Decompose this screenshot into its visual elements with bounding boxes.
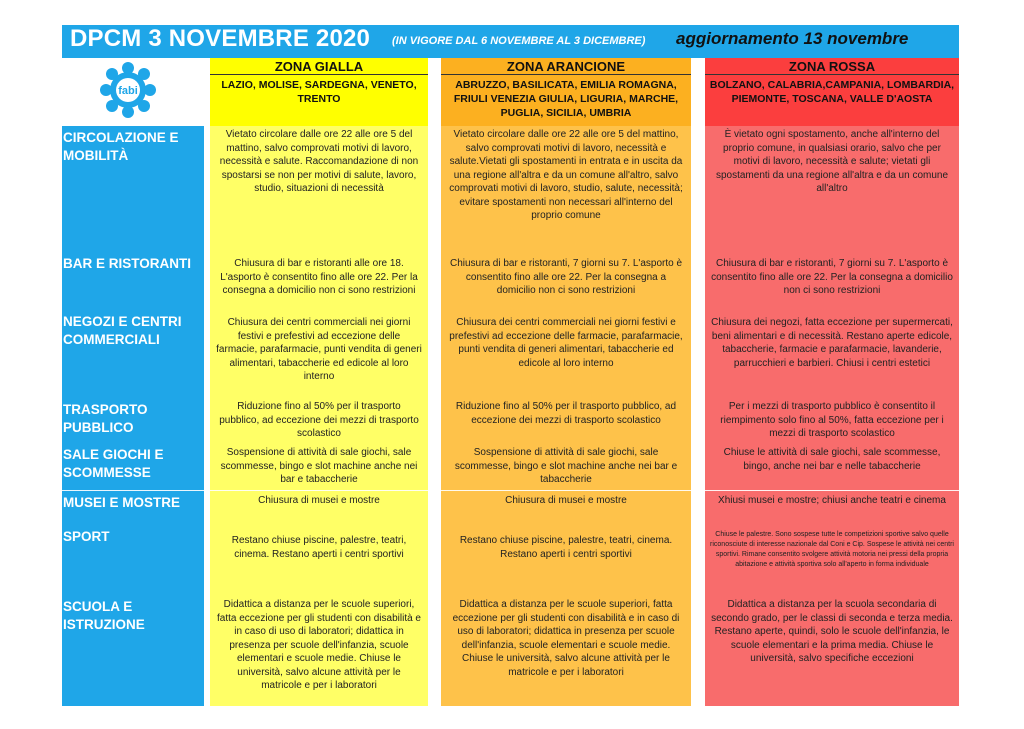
category-scuola: SCUOLA E ISTRUZIONE — [62, 593, 204, 706]
zone-arancione-header — [441, 58, 691, 126]
category-circolazione: CIRCOLAZIONE E MOBILITÀ — [62, 126, 204, 252]
cell-musei-rossa: Xhiusi musei e mostre; chiusi anche teatri e cinema — [718, 495, 946, 506]
zone-gialla-regions: LAZIO, MOLISE, SARDEGNA, VENETO, TRENTO — [221, 79, 417, 105]
zone-arancione-name: ZONA ARANCIONE — [441, 58, 691, 75]
cell-sport-rossa: Chiuse le palestre. Sono sospese tutte le competizioni sportive salvo quelle riconosciute di interesse nazionale dal Coni e Cip. Sospese le attività nei centri sportivi. Rimane consentito svolgere attività motoria nei pressi della propria abitazione e attività sportiva solo all'aperto in forma individuale — [710, 531, 954, 568]
row-separator — [62, 490, 959, 491]
category-negozi: NEGOZI E CENTRI COMMERCIALI — [62, 310, 204, 398]
category-musei: MUSEI E MOSTRE — [62, 491, 204, 525]
cell-trasporto-rossa: Per i mezzi di trasporto pubblico è consentito il riempimento solo fino al 50%, fatta eccezione per i mezzi di trasporto scolastico — [720, 401, 944, 439]
zone-rossa-name: ZONA ROSSA — [705, 58, 959, 75]
cell-giochi-gialla: Sospensione di attività di sale giochi, sale scommesse, bingo e slot machine anche nei bar e tabaccherie — [220, 447, 418, 485]
logo-text: fabi — [118, 85, 138, 97]
cell-circolazione-arancione: Vietato circolare dalle ore 22 alle ore 5 del mattino, salvo comprovati motivi di lavoro, necessità e salute.Vietati gli spostamenti in entrata e in uscita da una regione all'altra e da un comune all'altro, salvo comprovati motivi di lavoro, studio, salute, necessità; evitare spostamenti non necessari all'interno del proprio comune — [449, 129, 683, 221]
cell-scuola-rossa: Didattica a distanza per la scuola secondaria di secondo grado, per le classi di seconda e terza media. Restano aperte, quindi, solo le scuole dell'infanzia, le scuole elementari e la prima media. Chiuse le università, salvo specifiche eccezioni — [711, 599, 953, 664]
zone-gialla-header — [210, 58, 428, 126]
cell-musei-gialla: Chiusura di musei e mostre — [258, 495, 380, 506]
cell-sport-gialla: Restano chiuse piscine, palestre, teatri, cinema. Restano aperti i centri sportivi — [231, 535, 407, 560]
cell-scuola-arancione: Didattica a distanza per le scuole superiori, fatta eccezione per gli studenti con disabilità e in caso di uso di laboratori; didattica in presenza per scuole dell'infanzia, scuole elementari e scuole medie. Chiuse le università, salvo alcune attività per le matricole e per i laboratori — [452, 599, 680, 678]
cell-circolazione-rossa: È vietato ogni spostamento, anche all'interno del proprio comune, in qualsiasi orario, salvo che per motivi di lavoro, necessità e salute; vietati gli spostamenti da una regione all'altra e da un comune all'altro — [715, 129, 949, 194]
cell-musei-arancione: Chiusura di musei e mostre — [505, 495, 627, 506]
cell-scuola-gialla: Didattica a distanza per le scuole superiori, fatta eccezione per gli studenti con disabilità e in caso di uso di laboratori; didattica in presenza per scuole dell'infanzia, scuole elementari e scuole medie. Chiuse le università, salvo alcune attività per le matricole e per i laboratori — [216, 599, 421, 691]
validity-period: (IN VIGORE DAL 6 NOVEMBRE AL 3 DICEMBRE) — [392, 35, 646, 47]
cell-negozi-arancione: Chiusura dei centri commerciali nei giorni festivi e prefestivi ad eccezione delle farmacie, parafarmacie, punti vendita di generi alimentari, tabaccherie ed edicole al loro interno — [449, 317, 683, 369]
fabi-logo — [88, 60, 168, 120]
zone-rossa-regions: BOLZANO, CALABRIA,CAMPANIA, LOMBARDIA, PIEMONTE, TOSCANA, VALLE D'AOSTA — [709, 79, 955, 105]
cell-trasporto-gialla: Riduzione fino al 50% per il trasporto pubblico, ad eccezione dei mezzi di trasporto scolastico — [219, 401, 419, 439]
cell-bar-gialla: Chiusura di bar e ristoranti alle ore 18. L'asporto è consentito fino alle ore 22. Per la consegna a domicilio non ci sono restrizioni — [220, 258, 418, 296]
cell-bar-rossa: Chiusura di bar e ristoranti, 7 giorni su 7. L'asporto è consentito fino alle ore 22. Per la consegna a domicilio non ci sono restrizioni — [711, 258, 953, 296]
cell-trasporto-arancione: Riduzione fino al 50% per il trasporto pubblico, ad eccezione dei mezzi di trasporto scolastico — [455, 401, 677, 426]
page-title: DPCM 3 NOVEMBRE 2020 — [70, 25, 371, 52]
cell-giochi-rossa: Chiuse le attività di sale giochi, sale scommesse, bingo, anche nei bar e nelle tabaccherie — [723, 447, 941, 472]
cell-sport-arancione: Restano chiuse piscine, palestre, teatri, cinema. Restano aperti i centri sportivi — [459, 535, 673, 560]
cell-circolazione-gialla: Vietato circolare dalle ore 22 alle ore 5 del mattino, salvo comprovati motivi di lavoro, necessità e salute. Raccomandazione di non spostarsi se non per motivi di salute, lavoro, studio, situazioni di necessità — [219, 129, 419, 194]
title-banner — [62, 25, 959, 58]
cell-negozi-gialla: Chiusura dei centri commerciali nei giorni festivi e prefestivi ad eccezione delle farmacie, parafarmacie, punti vendita di generi alimentari, tabaccherie ed edicole al loro interno — [216, 317, 422, 382]
category-sport: SPORT — [62, 525, 204, 593]
zone-gialla-name: ZONA GIALLA — [210, 58, 428, 75]
cell-bar-arancione: Chiusura di bar e ristoranti, 7 giorni su 7. L'asporto è consentito fino alle ore 22. Per la consegna a domicilio non ci sono restrizioni — [449, 258, 683, 296]
category-trasporto: TRASPORTO PUBBLICO — [62, 398, 204, 443]
update-note: aggiornamento 13 novembre — [676, 29, 909, 48]
cell-negozi-rossa: Chiusura dei negozi, fatta eccezione per supermercati, beni alimentari e di necessità. Restano aperte edicole, tabaccherie, farmacie e parafarmacie, lavanderie, parrucchieri e barbieri. Chiusi i centri estetici — [711, 317, 953, 369]
category-sale-giochi: SALE GIOCHI E SCOMMESSE — [62, 443, 204, 491]
cell-giochi-arancione: Sospensione di attività di sale giochi, sale scommesse, bingo e slot machine anche nei bar e tabaccherie — [454, 447, 678, 485]
zone-rossa-header — [705, 58, 959, 126]
category-bar-ristoranti: BAR E RISTORANTI — [62, 252, 204, 310]
zone-arancione-regions: ABRUZZO, BASILICATA, EMILIA ROMAGNA, FRIULI VENEZIA GIULIA, LIGURIA, MARCHE, PUGLIA, SICILIA, UMBRIA — [453, 79, 679, 119]
